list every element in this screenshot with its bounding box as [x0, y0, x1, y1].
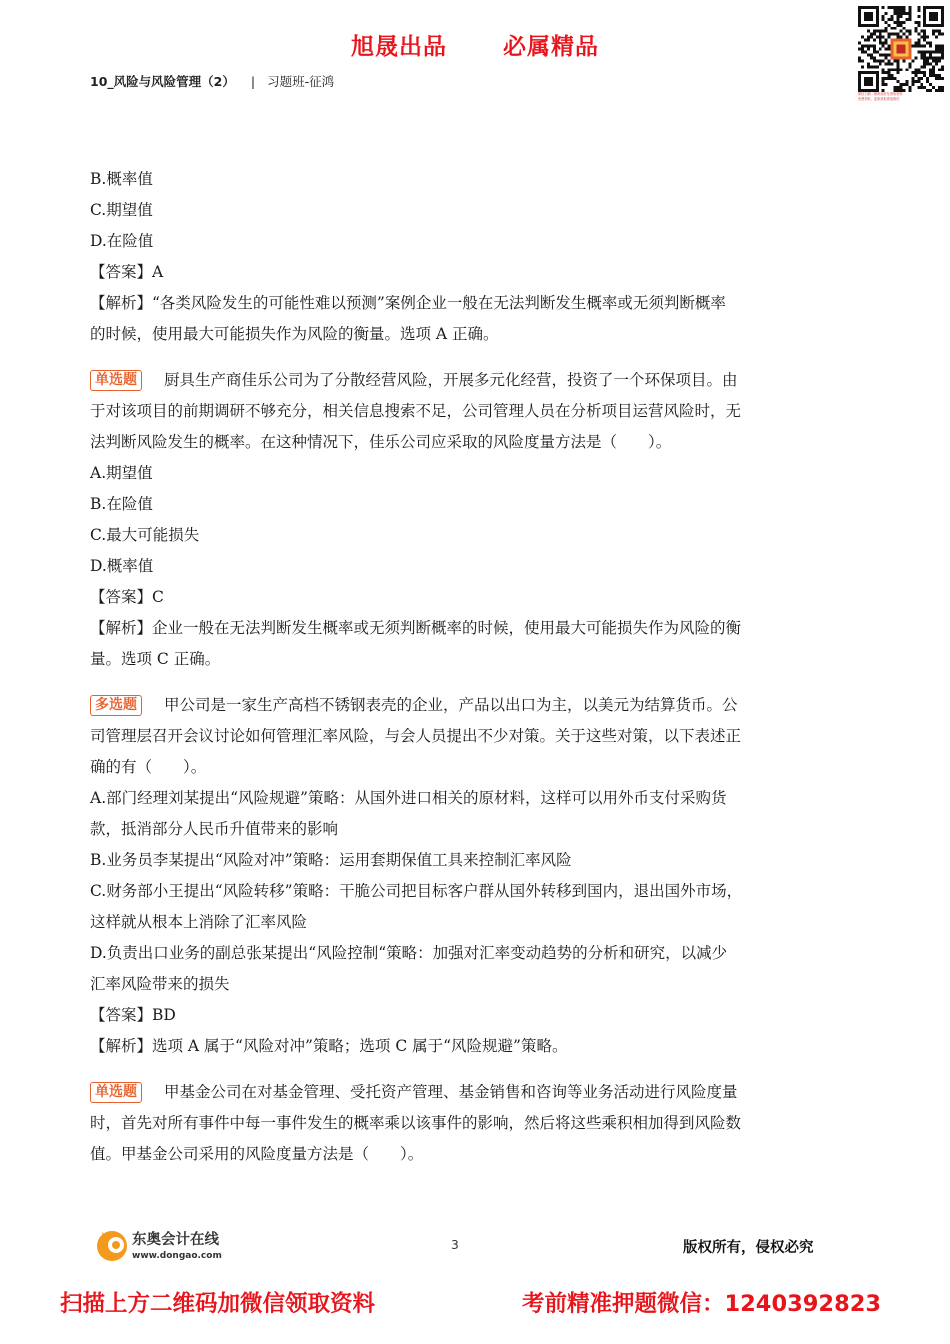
text-line — [90, 396, 860, 427]
line-text: D.概率值 — [90, 557, 154, 575]
text-line — [90, 1031, 860, 1062]
course-title: 10_风险与风险管理（2） — [90, 74, 235, 89]
question-type-badge: 多选题 — [90, 695, 142, 716]
line-text: 【解析】企业一般在无法判断发生概率或无须判断概率的时候，使用最大可能损失作为风险的衡 — [90, 619, 742, 637]
qr-note-line: 微信扫描二维码加好友领取资料 — [858, 92, 903, 96]
line-text: 【解析】“各类风险发生的可能性难以预测”案例企业一般在无法判断发生概率或无须判断概率 — [90, 294, 726, 312]
line-text: 甲基金公司在对基金管理、受托资产管理、基金销售和咨询等业务活动进行风险度量 — [164, 1083, 738, 1101]
line-text: 司管理层召开会议讨论如何管理汇率风险，与会人员提出不少对策。关于这些对策，以下表述正 — [90, 727, 742, 745]
text-line — [90, 907, 860, 938]
line-text: 【答案】A — [90, 263, 164, 281]
text-line — [90, 644, 860, 675]
banner-left: 旭晟出品 — [351, 34, 447, 60]
line-text: 值。甲基金公司采用的风险度量方法是（ ）。 — [90, 1145, 424, 1163]
line-text: 时，首先对所有事件中每一事件发生的概率乘以该事件的影响，然后将这些乘积相加得到风险数 — [90, 1114, 742, 1132]
text-line — [90, 721, 860, 752]
text-line — [90, 195, 860, 226]
text-line — [90, 164, 860, 195]
text-line — [90, 458, 860, 489]
text-line — [90, 257, 860, 288]
question-stem-line — [90, 690, 860, 721]
line-text: A.期望值 — [90, 464, 153, 482]
text-line — [90, 969, 860, 1000]
question-stem-line — [90, 365, 860, 396]
copyright-notice: 版权所有，侵权必究 — [683, 1240, 814, 1256]
course-heading — [90, 72, 334, 90]
qr-note — [858, 92, 948, 101]
line-text: C.最大可能损失 — [90, 526, 200, 544]
section-gap — [90, 675, 860, 690]
text-line — [90, 1000, 860, 1031]
page-number: 3 — [451, 1238, 459, 1252]
line-text: 于对该项目的前期调研不够充分，相关信息搜索不足，公司管理人员在分析项目运营风险时，无 — [90, 402, 742, 420]
question-type-badge: 单选题 — [90, 1082, 142, 1103]
line-text: B.业务员李某提出“风险对冲”策略：运用套期保值工具来控制汇率风险 — [90, 851, 572, 869]
text-line — [90, 582, 860, 613]
section-gap — [90, 350, 860, 365]
line-text: 款，抵消部分人民币升值带来的影响 — [90, 820, 339, 838]
text-line — [90, 613, 860, 644]
line-text: B.在险值 — [90, 495, 153, 513]
line-text: 这样就从根本上消除了汇率风险 — [90, 913, 308, 931]
line-text: 确的有（ ）。 — [90, 758, 207, 776]
line-text: D.在险值 — [90, 232, 154, 250]
line-text: 【答案】C — [90, 588, 164, 606]
banner-right: 必属精品 — [503, 34, 599, 60]
text-line — [90, 489, 860, 520]
logo-url: www.dongao.com — [132, 1251, 222, 1261]
logo-name: 东奥会计在线 — [132, 1232, 219, 1248]
text-line — [90, 319, 860, 350]
line-text: 厨具生产商佳乐公司为了分散经营风险，开展多元化经营，投资了一个环保项目。由 — [164, 371, 738, 389]
promo-left: 扫描上方二维码加微信领取资料 — [60, 1291, 376, 1317]
text-line — [90, 226, 860, 257]
question-type-badge: 单选题 — [90, 370, 142, 391]
exercise-content — [90, 164, 860, 1170]
qr-code-icon — [858, 6, 944, 92]
text-line — [90, 1108, 860, 1139]
header-banner — [0, 28, 950, 61]
line-text: 【答案】BD — [90, 1006, 176, 1024]
line-text: 甲公司是一家生产高档不锈钢表壳的企业，产品以出口为主，以美元为结算货币。公 — [164, 696, 738, 714]
text-line — [90, 427, 860, 458]
line-text: 量。选项 C 正确。 — [90, 650, 221, 668]
text-line — [90, 845, 860, 876]
line-text: C.财务部小王提出“风险转移”策略：干脆公司把目标客户群从国外转移到国内，退出国外市场， — [90, 882, 743, 900]
section-gap — [90, 1062, 860, 1077]
line-text: 汇率风险带来的损失 — [90, 975, 230, 993]
text-line — [90, 1139, 860, 1170]
text-line — [90, 938, 860, 969]
text-line — [90, 783, 860, 814]
text-line — [90, 876, 860, 907]
question-stem-line — [90, 1077, 860, 1108]
line-text: C.期望值 — [90, 201, 153, 219]
text-line — [90, 814, 860, 845]
line-text: 【解析】选项 A 属于“风险对冲”策略；选项 C 属于“风险规避”策略。 — [90, 1037, 568, 1055]
qr-note-line: 免费领取，更新获取请加微信 — [858, 96, 900, 101]
text-line — [90, 752, 860, 783]
course-type: 习题班-征鸿 — [267, 74, 335, 89]
text-line — [90, 520, 860, 551]
line-text: D.负责出口业务的副总张某提出“风险控制“策略：加强对汇率变动趋势的分析和研究，以减少 — [90, 944, 728, 962]
line-text: B.概率值 — [90, 170, 153, 188]
text-line — [90, 551, 860, 582]
text-line — [90, 288, 860, 319]
course-separator: | — [250, 74, 256, 89]
line-text: 法判断风险发生的概率。在这种情况下，佳乐公司应采取的风险度量方法是（ ）。 — [90, 433, 672, 451]
line-text: 的时候，使用最大可能损失作为风险的衡量。选项 A 正确。 — [90, 325, 499, 343]
line-text: A.部门经理刘某提出“风险规避”策略：从国外进口相关的原材料，这样可以用外币支付采购货 — [90, 789, 727, 807]
promo-right: 考前精准押题微信：1240392823 — [522, 1291, 882, 1317]
